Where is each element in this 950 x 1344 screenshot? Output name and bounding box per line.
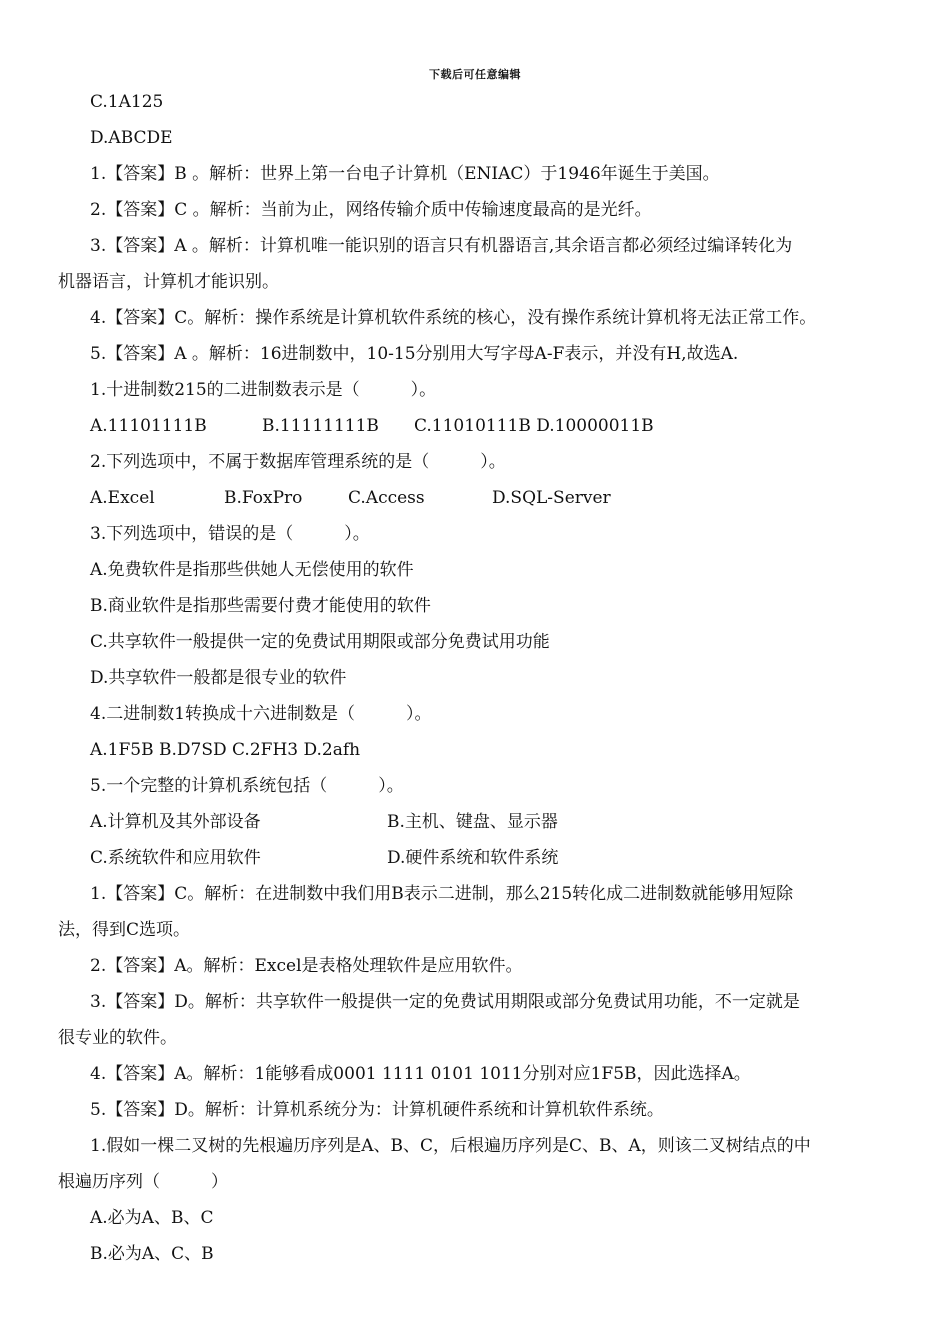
option-line: A.必为A、B、C xyxy=(90,1208,214,1228)
answer-line: 2.【答案】A。解析：Excel是表格处理软件是应用软件。 xyxy=(90,956,523,976)
option-a: A.Excel xyxy=(90,488,155,508)
question-line: 1.假如一棵二叉树的先根遍历序列是A、B、C，后根遍历序列是C、B、A，则该二叉树结点的中 xyxy=(90,1136,811,1156)
option-b: B.主机、键盘、显示器 xyxy=(387,812,558,832)
answer-continuation: 法，得到C选项。 xyxy=(58,920,191,940)
option-line: D.ABCDE xyxy=(90,128,173,148)
answer-line: 3.【答案】D。解析：共享软件一般提供一定的免费试用期限或部分免费试用功能，不一定就是 xyxy=(90,992,800,1012)
option-line: B.商业软件是指那些需要付费才能使用的软件 xyxy=(90,596,431,616)
question-line: 1.十进制数215的二进制数表示是（ ）。 xyxy=(90,380,437,400)
answer-line: 2.【答案】C 。解析：当前为止，网络传输介质中传输速度最高的是光纤。 xyxy=(90,200,652,220)
answer-line: 3.【答案】A 。解析：计算机唯一能识别的语言只有机器语言,其余语言都必须经过编译转化为 xyxy=(90,236,793,256)
option-c-d: C.11010111B D.10000011B xyxy=(414,416,654,436)
option-line: B.必为A、C、B xyxy=(90,1244,214,1264)
option-line: A.1F5B B.D7SD C.2FH3 D.2afh xyxy=(90,740,361,760)
answer-line: 4.【答案】A。解析：1能够看成0001 1111 0101 1011分别对应1F5B，因此选择A。 xyxy=(90,1064,751,1084)
option-b: B.FoxPro xyxy=(224,488,303,508)
options-row xyxy=(58,408,898,444)
answer-line: 5.【答案】A 。解析：16进制数中，10-15分别用大写字母A-F表示，并没有H,故选A. xyxy=(90,344,739,364)
option-a: A.11101111B xyxy=(90,416,207,436)
option-d: D.硬件系统和软件系统 xyxy=(387,848,559,868)
options-row xyxy=(58,480,898,516)
question-line: 4.二进制数1转换成十六进制数是（ ）。 xyxy=(90,704,432,724)
answer-line: 5.【答案】D。解析：计算机系统分为：计算机硬件系统和计算机软件系统。 xyxy=(90,1100,664,1120)
question-line: 5.一个完整的计算机系统包括（ ）。 xyxy=(90,776,404,796)
answer-line: 1.【答案】C。解析：在进制数中我们用B表示二进制，那么215转化成二进制数就能够用短除 xyxy=(90,884,794,904)
answer-line: 4.【答案】C。解析：操作系统是计算机软件系统的核心，没有操作系统计算机将无法正常工作。 xyxy=(90,308,817,328)
question-line: 2.下列选项中，不属于数据库管理系统的是（ ）。 xyxy=(90,452,506,472)
answer-continuation: 很专业的软件。 xyxy=(58,1028,177,1048)
page-header: 下载后可任意编辑 xyxy=(429,68,521,81)
question-line: 3.下列选项中，错误的是（ ）。 xyxy=(90,524,370,544)
answer-continuation: 机器语言，计算机才能识别。 xyxy=(58,272,279,292)
option-c: C.Access xyxy=(348,488,425,508)
options-row xyxy=(58,804,898,840)
option-line: C.共享软件一般提供一定的免费试用期限或部分免费试用功能 xyxy=(90,632,550,652)
question-continuation: 根遍历序列（ ） xyxy=(58,1172,228,1192)
option-c: C.系统软件和应用软件 xyxy=(90,848,261,868)
option-a: A.计算机及其外部设备 xyxy=(90,812,261,832)
answer-line: 1.【答案】B 。解析：世界上第一台电子计算机（ENIAC）于1946年诞生于美国。 xyxy=(90,164,720,184)
option-line: A.免费软件是指那些供她人无偿使用的软件 xyxy=(90,560,414,580)
options-row xyxy=(58,840,898,876)
option-line: C.1A125 xyxy=(90,92,164,112)
option-d: D.SQL-Server xyxy=(492,488,611,508)
document-body xyxy=(58,84,898,1272)
option-b: B.11111111B xyxy=(262,416,379,436)
option-line: D.共享软件一般都是很专业的软件 xyxy=(90,668,347,688)
